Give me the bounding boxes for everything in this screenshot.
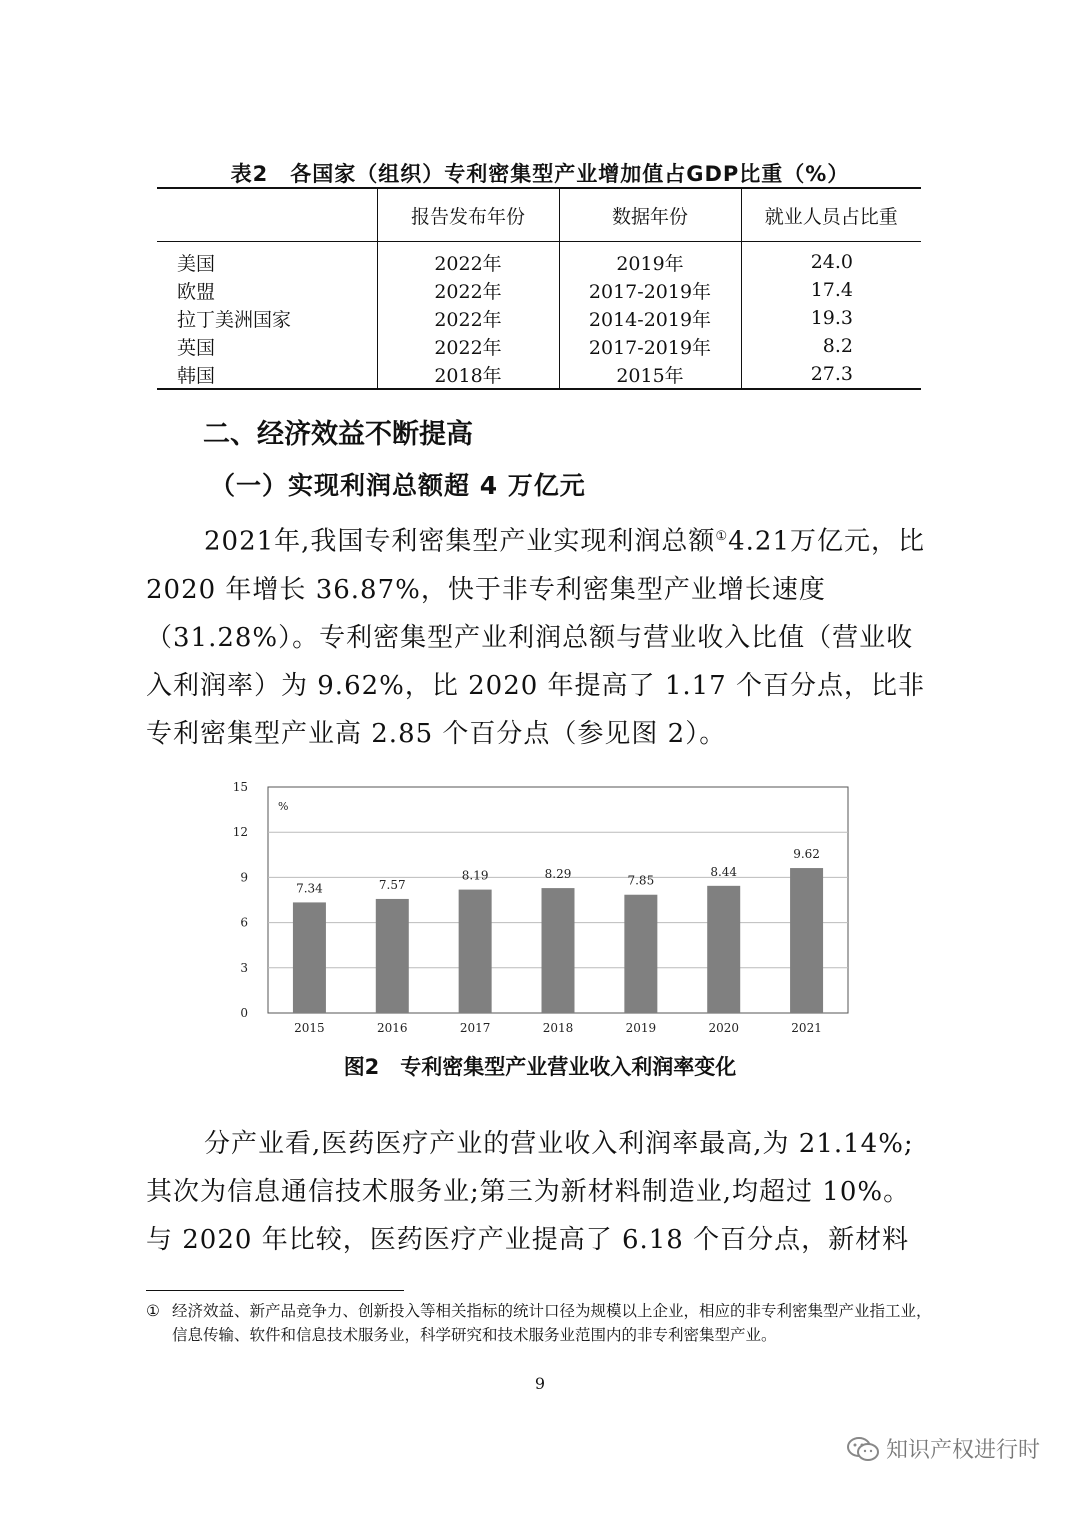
x-tick-label: 2016: [377, 1021, 408, 1035]
footnote-divider: [146, 1290, 404, 1291]
table-row: [157, 304, 921, 332]
footnote-reference: ①: [715, 529, 729, 544]
data-table: [157, 187, 921, 390]
x-tick-label: 2019: [625, 1021, 657, 1035]
subsection-heading: （一）实现利润总额超 4 万亿元: [210, 471, 586, 500]
paragraph-text: 2021年,我国专利密集型产业实现利润总额: [204, 526, 716, 557]
bar-2018: [542, 888, 575, 1013]
country-cell: 英国: [177, 336, 216, 359]
bar-2015: [293, 902, 326, 1013]
y-tick-label: 0: [240, 1006, 248, 1020]
value-cell: 17.4: [741, 276, 921, 304]
table-cell: 2019年: [559, 242, 741, 277]
x-tick-label: 2018: [542, 1021, 574, 1035]
header-cell: 报告发布年份: [377, 188, 559, 242]
table-row: [157, 242, 921, 277]
data-label: 7.57: [378, 877, 406, 892]
country-cell: 拉丁美洲国家: [177, 308, 292, 331]
data-label: 8.29: [544, 867, 572, 882]
figure-caption: 图2 专利密集型产业营业收入利润率变化: [343, 1055, 737, 1079]
y-tick-label: 15: [232, 780, 248, 794]
table-cell: 2022年: [377, 332, 559, 360]
data-label: 7.34: [296, 881, 323, 896]
paragraph-text: 分产业看,医药医疗产业的营业收入利润率最高,为 21.14%;其次为信息通信技术服务业;第三为新材料制造业,均超过 10%。与 2020 年比较，医药医疗产业提高了 6.18 个百分点，新材料: [146, 1129, 914, 1255]
country-cell: 韩国: [157, 360, 377, 389]
footnote-mark: ①: [146, 1302, 160, 1320]
footnote: [146, 1299, 946, 1347]
value-cell: 19.3: [741, 304, 921, 332]
table-cell: 2017-2019年: [559, 276, 741, 304]
paragraph-profit: [146, 513, 936, 758]
value-cell: 8.2: [741, 332, 921, 360]
data-label: 8.44: [710, 864, 738, 879]
table-row: [157, 332, 921, 360]
paragraph-industry: [146, 1120, 936, 1264]
table-cell: 2015年: [559, 360, 741, 389]
data-label: 8.19: [461, 868, 489, 883]
data-label: 7.85: [627, 873, 655, 888]
table-cell: 2018年: [377, 360, 559, 389]
section-heading: 二、经济效益不断提高: [203, 419, 473, 450]
country-cell: 美国: [177, 252, 216, 275]
table-cell: 2022年: [377, 242, 559, 277]
y-tick-label: 12: [232, 825, 248, 840]
y-tick-label: 3: [240, 960, 248, 975]
header-cell: 就业人员占比重: [741, 188, 921, 242]
value-cell: 24.0: [741, 242, 921, 277]
watermark: [846, 1433, 1040, 1464]
watermark-text: 知识产权进行时: [885, 1438, 1040, 1463]
table-row: [157, 360, 921, 389]
wechat-icon: [846, 1435, 880, 1463]
table-cell: 2014-2019年: [559, 304, 741, 332]
x-tick-label: 2017: [459, 1021, 491, 1035]
y-tick-label: 9: [240, 870, 248, 885]
data-label: 9.62: [793, 847, 820, 862]
country-cell: 欧盟: [177, 280, 216, 303]
x-tick-label: 2021: [791, 1021, 822, 1035]
value-cell: 27.3: [741, 360, 921, 389]
table-cell: 2017-2019年: [559, 332, 741, 360]
profit-rate-bar-chart: [220, 775, 860, 1045]
y-tick-label: 6: [240, 915, 248, 930]
bar-2016: [376, 899, 409, 1013]
table-title: 表2 各国家（组织）专利密集型产业增加值占GDP比重（%）: [230, 162, 850, 186]
table-cell: 2022年: [377, 276, 559, 304]
table-header-row: [157, 188, 921, 242]
bar-2020: [707, 886, 740, 1013]
bar-2019: [624, 895, 657, 1013]
page-number: 9: [534, 1374, 546, 1393]
header-cell: 数据年份: [559, 188, 741, 242]
header-cell: [157, 188, 377, 242]
bar-2017: [459, 890, 492, 1013]
paragraph-text: 4.21万亿元，比 2020 年增长 36.87%，快于非专利密集型产业增长速度（31.28%）。专利密集型产业利润总额与营业收入比值（营业收入利润率）为 9.62%，比 2020 年提高了 1.17 个百分点，比非专利密集型产业高 2.85 个百分点（参见图 2）。: [146, 526, 925, 749]
bar-2021: [790, 868, 823, 1013]
x-tick-label: 2020: [708, 1021, 739, 1035]
x-tick-label: 2015: [294, 1021, 325, 1035]
table-cell: 2022年: [377, 304, 559, 332]
footnote-text: 经济效益、新产品竞争力、创新投入等相关指标的统计口径为规模以上企业，相应的非专利密集型产业指工业，信息传输、软件和信息技术服务业，科学研究和技术服务业范围内的非专利密集型产业。: [172, 1302, 932, 1344]
table-row: [157, 276, 921, 304]
y-axis-label: %: [278, 800, 289, 813]
